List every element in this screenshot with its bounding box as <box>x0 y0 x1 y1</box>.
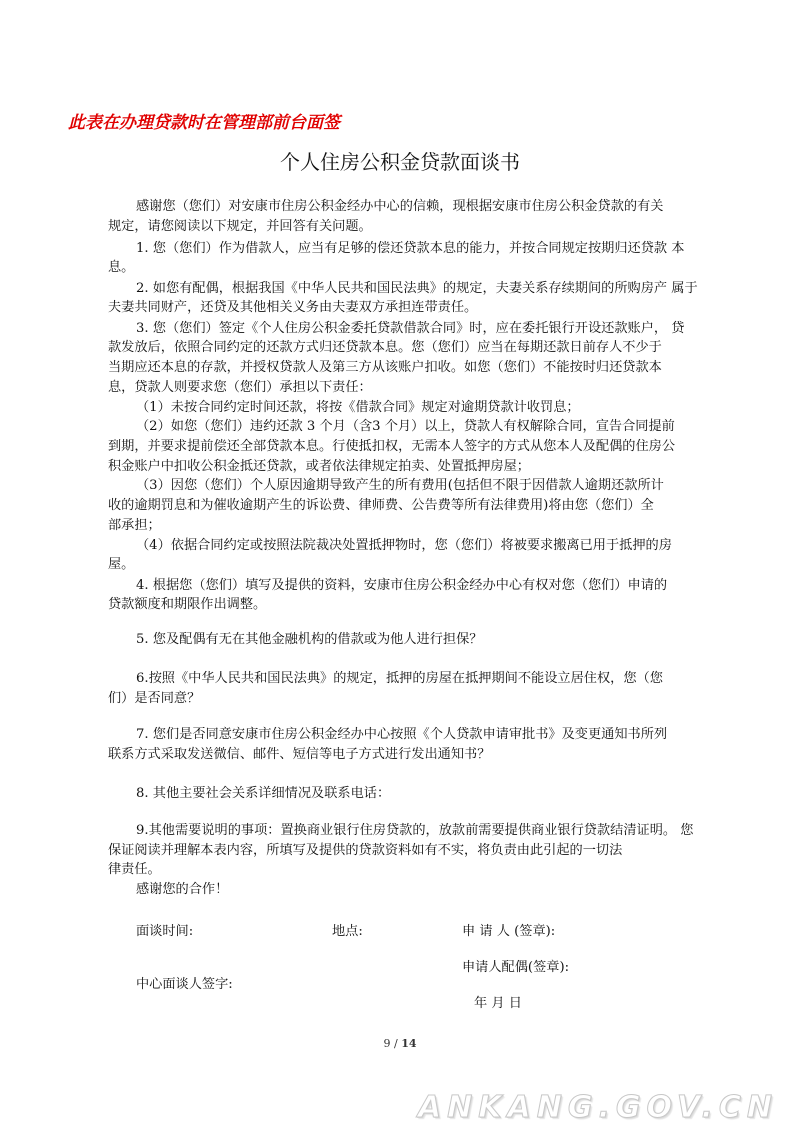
paragraph-line: 息，贷款人则要求您（您们）承担以下责任： <box>108 380 372 395</box>
paragraph-line: 贷款额度和期限作出调整。 <box>108 597 267 612</box>
paragraph-line: 1. 您（您们）作为借款人，应当有足够的偿还贷款本息的能力，并按合同规定按期归还贷款 本 <box>136 241 685 256</box>
spouse-signature-label: 申请人配偶(签章): <box>462 960 570 975</box>
paragraph-line: 部承担； <box>108 518 161 533</box>
applicant-signature-label: 申 请 人 (签章): <box>462 924 556 939</box>
paragraph-line: 保证阅读并理解本表内容，所填写及提供的贷款资料如有不实，将负责由此引起的一切法 <box>108 843 623 858</box>
paragraph-line: 夫妻共同财产，还贷及其他相关义务由夫妻双方承担连带责任。 <box>108 300 478 315</box>
paragraph-line: 6.按照《中华人民共和国民法典》的规定，抵押的房屋在抵押期间不能设立居住权，您（您 <box>136 671 663 686</box>
paragraph-line: 4. 根据您（您们）填写及提供的资料，安康市住房公积金经办中心有权对您（您们）申请的 <box>136 578 668 593</box>
location-label: 地点: <box>332 924 363 939</box>
paragraph-line: 收的逾期罚息和为催收逾期产生的诉讼费、律师费、公告费等所有法律费用)将由您（您们）全 <box>108 498 654 513</box>
paragraph-line: 款发放后，依照合同约定的还款方式归还贷款本息。您（您们）应当在每期还款日前存人不少于 <box>108 340 662 355</box>
paragraph-line: 7. 您们是否同意安康市住房公积金经办中心按照《个人贷款申请审批书》及变更通知书所列 <box>136 727 668 742</box>
page-title: 个人住房公积金贷款面谈书 <box>280 150 520 174</box>
paragraph-line: 8. 其他主要社会关系详细情况及联系电话： <box>136 786 391 801</box>
instruction-notice: 此表在办理贷款时在管理部前台面签 <box>68 113 340 133</box>
paragraph-line: 当期应还本息的存款，并授权贷款人及第三方从该账户扣收。如您（您们）不能按时归还贷款本 <box>108 360 662 375</box>
paragraph-line: （4）依据合同约定或按照法院裁决处置抵押物时，您（您们）将被要求搬离已用于抵押的房 <box>136 538 672 553</box>
paragraph-line: 规定，请您阅读以下规定，并回答有关问题。 <box>108 219 372 234</box>
paragraph-line: （2）如您（您们）违约还款 3 个月（含3 个月）以上，贷款人有权解除合同，宣告合同提前 <box>136 419 675 434</box>
site-watermark: ANKANG.GOV.CN <box>417 1090 778 1125</box>
interview-time-label: 面谈时间: <box>136 924 194 939</box>
paragraph-line: 9.其他需要说明的事项：置换商业银行住房贷款的，放款前需要提供商业银行贷款结清证明。 您 <box>136 823 694 838</box>
paragraph-line: （3）因您（您们）个人原因逾期导致产生的所有费用(包括但不限于因借款人逾期还款所计 <box>136 478 664 493</box>
page-total: 14 <box>401 1037 417 1050</box>
paragraph-line: 屋。 <box>108 557 135 572</box>
paragraph-line: 息。 <box>108 260 135 275</box>
page-separator: / <box>390 1037 402 1050</box>
center-interviewer-signature-label: 中心面谈人签字: <box>136 977 233 992</box>
paragraph-line: 联系方式采取发送微信、邮件、短信等电子方式进行发出通知书？ <box>108 747 491 762</box>
paragraph-line: 感谢您的合作！ <box>136 882 229 897</box>
page-indicator <box>0 1037 800 1050</box>
paragraph-line: 3. 您（您们）签定《个人住房公积金委托贷款借款合同》时，应在委托银行开设还款账户， 贷 <box>136 321 685 336</box>
paragraph-line: 2. 如您有配偶，根据我国《中华人民共和国民法典》的规定，夫妻关系存续期间的所购房产 属于 <box>136 281 698 296</box>
date-line: 年 月 日 <box>474 996 522 1011</box>
paragraph-line: 们）是否同意？ <box>108 691 201 706</box>
paragraph-line: 5. 您及配偶有无在其他金融机构的借款或为他人进行担保？ <box>136 632 483 647</box>
paragraph-line: 律责任。 <box>108 862 161 877</box>
paragraph-line: 积金账户中扣收公积金抵还贷款，或者依法律规定拍卖、处置抵押房屋； <box>108 459 530 474</box>
paragraph-line: 到期，并要求提前偿还全部贷款本息。行使抵扣权，无需本人签字的方式从您本人及配偶的住房公 <box>108 439 676 454</box>
page-current: 9 <box>383 1037 391 1050</box>
paragraph-line: （1）未按合同约定时间还款，将按《借款合同》规定对逾期贷款计收罚息； <box>136 400 580 415</box>
paragraph-line: 感谢您（您们）对安康市住房公积金经办中心的信赖，现根据安康市住房公积金贷款的有关 <box>136 199 664 214</box>
